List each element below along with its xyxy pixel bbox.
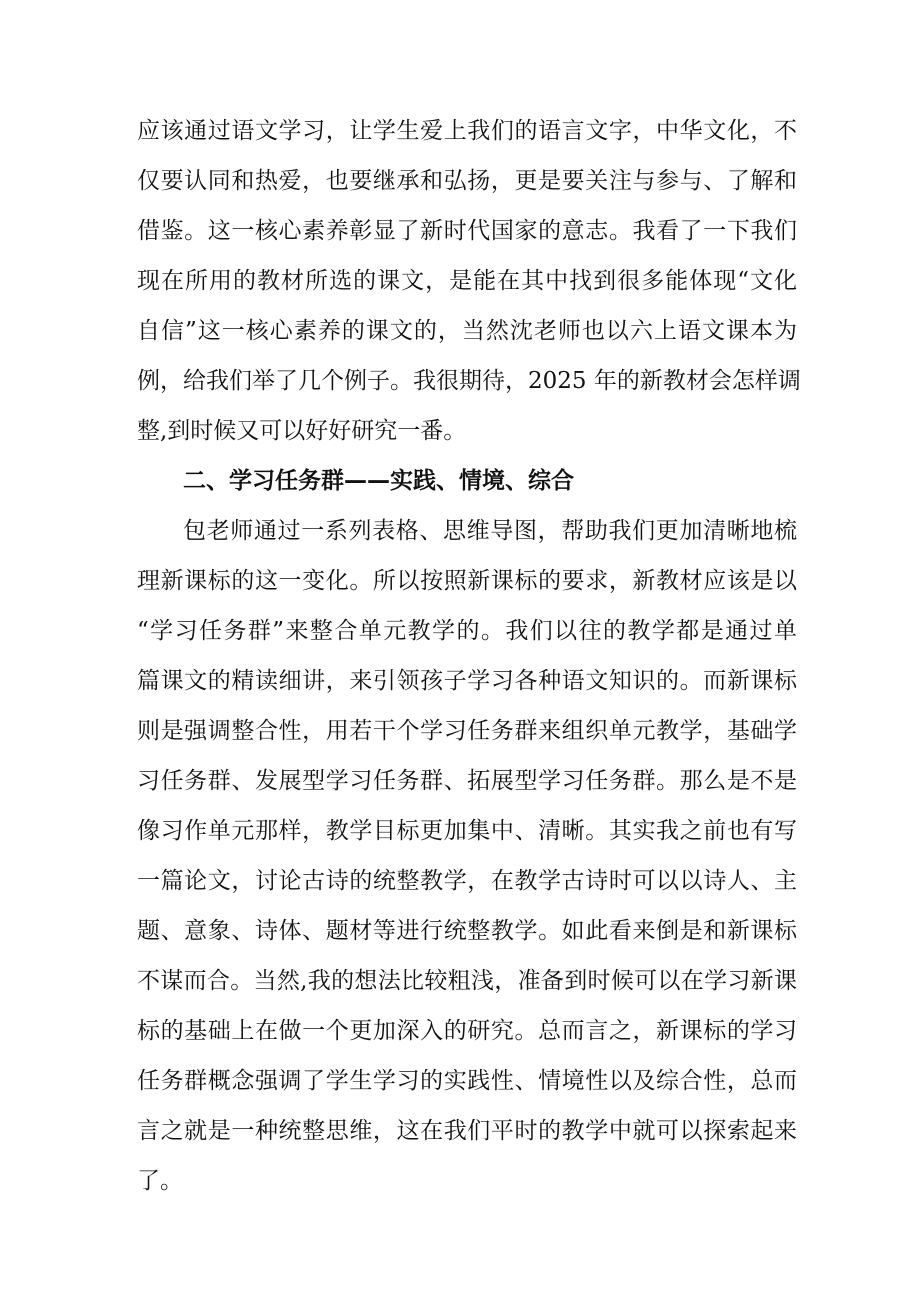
text-line: 习任务群、发展型学习任务群、拓展型学习任务群。那么是不是 bbox=[137, 768, 797, 794]
text-line: 应该通过语文学习，让学生爱上我们的语言文字，中华文化，不 bbox=[137, 118, 797, 144]
section-heading: 二、学习任务群——实践、情境、综合 bbox=[183, 468, 574, 494]
text-line: 不谋而合。当然,我的想法比较粗浅，准备到时候可以在学习新课 bbox=[137, 968, 797, 994]
text-line: 借鉴。这一核心素养彰显了新时代国家的意志。我看了一下我们 bbox=[137, 218, 797, 244]
text-line: 像习作单元那样，教学目标更加集中、清晰。其实我之前也有写 bbox=[137, 818, 797, 844]
text-line: 整,到时候又可以好好研究一番。 bbox=[137, 418, 467, 444]
text-line: 言之就是一种统整思维，这在我们平时的教学中就可以探索起来 bbox=[137, 1118, 797, 1144]
text-line: 一篇论文，讨论古诗的统整教学，在教学古诗时可以以诗人、主 bbox=[137, 868, 797, 894]
text-line: 自信”这一核心素养的课文的，当然沈老师也以六上语文课本为 bbox=[137, 318, 797, 344]
text-line: 了。 bbox=[137, 1168, 183, 1194]
text-line: “学习任务群”来整合单元教学的。我们以往的教学都是通过单 bbox=[137, 618, 797, 644]
text-line: 仅要认同和热爱，也要继承和弘扬，更是要关注与参与、了解和 bbox=[137, 168, 797, 194]
text-line: 任务群概念强调了学生学习的实践性、情境性以及综合性，总而 bbox=[137, 1068, 797, 1094]
text-line: 标的基础上在做一个更加深入的研究。总而言之，新课标的学习 bbox=[137, 1018, 797, 1044]
text-line: 例，给我们举了几个例子。我很期待，2025 年的新教材会怎样调 bbox=[137, 368, 801, 394]
text-line: 篇课文的精读细讲，来引领孩子学习各种语文知识的。而新课标 bbox=[137, 668, 797, 694]
text-line: 现在所用的教材所选的课文，是能在其中找到很多能体现“文化 bbox=[137, 268, 797, 294]
text-line: 则是强调整合性，用若干个学习任务群来组织单元教学，基础学 bbox=[137, 718, 797, 744]
text-line: 包老师通过一系列表格、思维导图，帮助我们更加清晰地梳 bbox=[183, 518, 797, 544]
text-line: 理新课标的这一变化。所以按照新课标的要求，新教材应该是以 bbox=[137, 568, 797, 594]
text-line: 题、意象、诗体、题材等进行统整教学。如此看来倒是和新课标 bbox=[137, 918, 797, 944]
